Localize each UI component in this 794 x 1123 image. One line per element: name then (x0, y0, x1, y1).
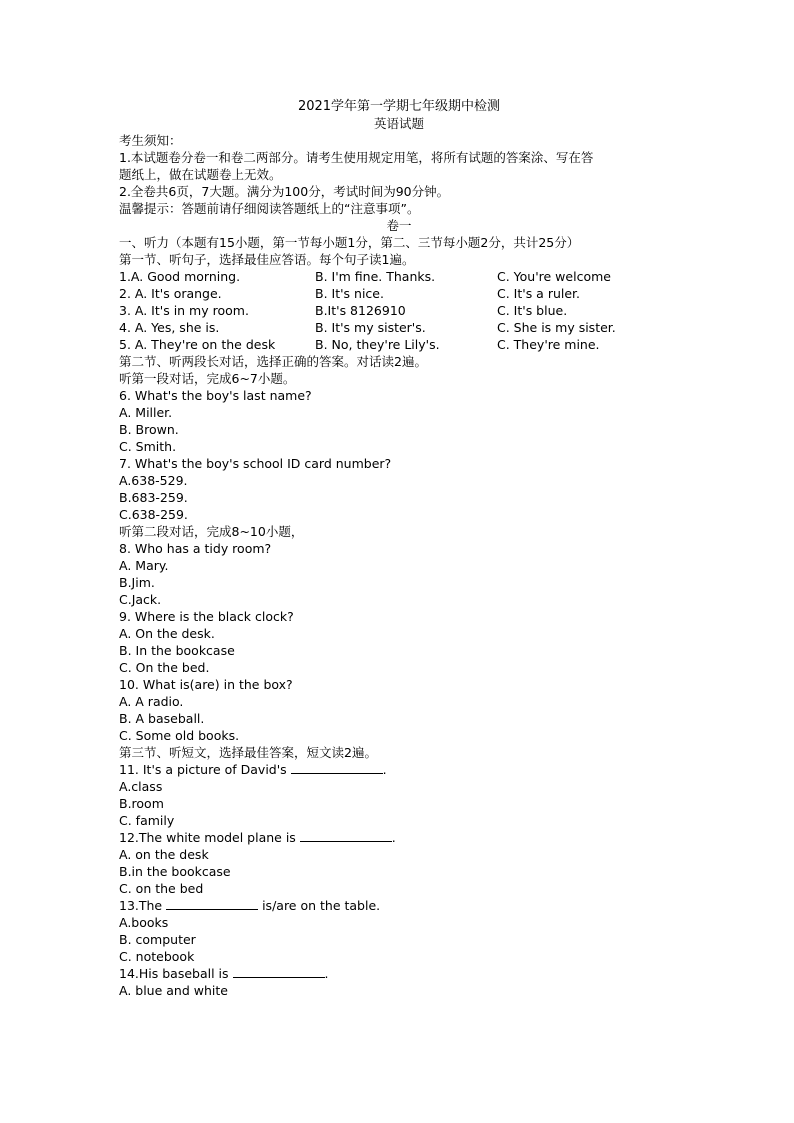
exam-subtitle: 英语试题 (373, 116, 424, 131)
question-suffix: is/are on the table. (258, 898, 381, 913)
question-row (119, 285, 679, 302)
option: B.in the bookcase (119, 864, 231, 879)
option: 3. A. It's in my room. (119, 303, 249, 318)
question-row (119, 336, 679, 353)
option: B. computer (119, 932, 196, 947)
option: A. on the desk (119, 847, 209, 862)
option: 5. A. They're on the desk (119, 337, 276, 352)
notice-line: 2.全卷共6页，7大题。满分为100分，考试时间为90分钟。 (119, 184, 450, 199)
option: B. A baseball. (119, 711, 205, 726)
question-text: 7. What's the boy's school ID card number? (119, 456, 392, 471)
question-prefix: 13.The (119, 898, 167, 913)
section-heading: 一、听力（本题有15小题，第一节每小题1分，第二、三节每小题2分，共计25分） (119, 235, 580, 250)
option: C. family (119, 813, 175, 828)
option: B. I'm fine. Thanks. (315, 269, 436, 284)
option: B.Jim. (119, 575, 155, 590)
question-prefix: 11. It's a picture of David's (119, 762, 291, 777)
option: C. On the bed. (119, 660, 210, 675)
notice-line: 题纸上，做在试题卷上无效。 (119, 167, 282, 182)
option: B. Brown. (119, 422, 179, 437)
option: 4. A. Yes, she is. (119, 320, 220, 335)
part3-heading: 第三节、听短文，选择最佳答案，短文读2遍。 (119, 745, 377, 760)
option: C. You're welcome (497, 269, 611, 284)
volume-label: 卷一 (386, 218, 412, 233)
exam-title: 2021学年第一学期七年级期中检测 (297, 99, 501, 114)
option: C. notebook (119, 949, 195, 964)
option: B. It's nice. (315, 286, 384, 301)
option: 2. A. It's orange. (119, 286, 222, 301)
question-row (119, 302, 679, 319)
option: C. It's a ruler. (497, 286, 581, 301)
question-suffix: . (382, 762, 387, 777)
question-text (119, 761, 679, 778)
option: A. Miller. (119, 405, 173, 420)
answer-blank (291, 762, 383, 774)
option: C. They're mine. (497, 337, 600, 352)
question-row (119, 319, 679, 336)
part2-heading: 第二节、听两段长对话，选择正确的答案。对话读2遍。 (119, 354, 427, 369)
notice-heading: 考生须知： (119, 133, 182, 148)
question-suffix: . (324, 966, 329, 981)
option: B. No, they're Lily's. (315, 337, 440, 352)
question-suffix: . (391, 830, 396, 845)
option: B. It's my sister's. (315, 320, 426, 335)
option: A. Mary. (119, 558, 169, 573)
option: B.683-259. (119, 490, 188, 505)
answer-blank (300, 830, 392, 842)
dialog1-heading: 听第一段对话，完成6~7小题。 (119, 371, 296, 386)
part1-heading: 第一节、听句子，选择最佳应答语。每个句子读1遍。 (119, 252, 415, 267)
question-text (119, 897, 679, 914)
question-text (119, 829, 679, 846)
option: C. She is my sister. (497, 320, 616, 335)
option: A.books (119, 915, 169, 930)
option: C. on the bed (119, 881, 204, 896)
option: B.room (119, 796, 164, 811)
option: B. In the bookcase (119, 643, 235, 658)
question-row (119, 268, 679, 285)
dialog2-heading: 听第二段对话，完成8~10小题， (119, 524, 304, 539)
question-text: 6. What's the boy's last name? (119, 388, 312, 403)
option: A. blue and white (119, 983, 228, 998)
exam-page (119, 98, 679, 999)
option: C. Some old books. (119, 728, 240, 743)
option: A. On the desk. (119, 626, 215, 641)
option: A.class (119, 779, 163, 794)
question-prefix: 14.His baseball is (119, 966, 233, 981)
option: A.638-529. (119, 473, 188, 488)
question-prefix: 12.The white model plane is (119, 830, 300, 845)
question-text: 10. What is(are) in the box? (119, 677, 293, 692)
answer-blank (233, 966, 325, 978)
option: A. A radio. (119, 694, 184, 709)
option: 1.A. Good morning. (119, 269, 241, 284)
question-text: 8. Who has a tidy room? (119, 541, 272, 556)
option: C. It's blue. (497, 303, 568, 318)
option: B.It's 8126910 (315, 303, 406, 318)
question-text (119, 965, 679, 982)
option: C.638-259. (119, 507, 188, 522)
option: C. Smith. (119, 439, 177, 454)
notice-tip: 温馨提示：答题前请仔细阅读答题纸上的“注意事项”。 (119, 201, 420, 216)
notice-line: 1.本试题卷分卷一和卷二两部分。请考生使用规定用笔，将所有试题的答案涂、写在答 (119, 150, 594, 165)
question-text: 9. Where is the black clock? (119, 609, 294, 624)
option: C.Jack. (119, 592, 162, 607)
answer-blank (166, 898, 258, 910)
